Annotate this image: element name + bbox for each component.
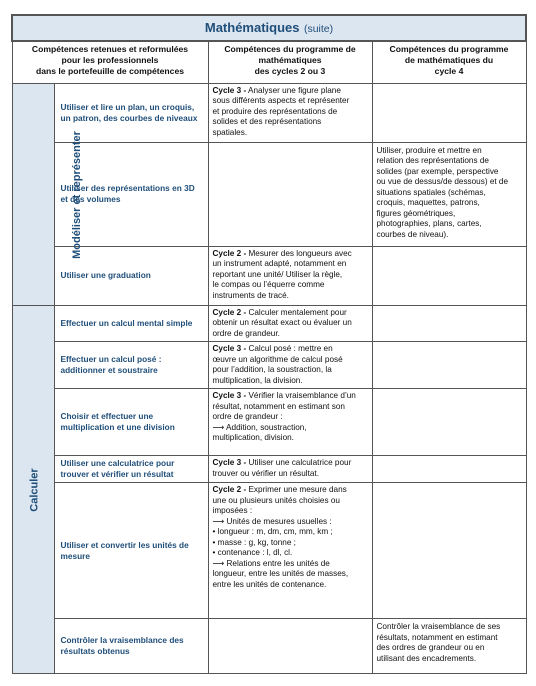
program-text-line: multiplication, la division. [212,375,303,385]
program-text-line: ⟶ Relations entre les unités de [212,558,330,568]
cycle4-text-line: ou vue de dessus/de dessous) et de [376,177,509,186]
title-row [12,15,526,41]
program-text-line: œuvre un algorithme de calcul posé [212,354,343,364]
program-text-line: • contenance : l, dl, cl. [212,548,293,557]
competence-cell: Contrôler la vraisemblance des résultats obtenus [54,619,208,674]
table-row [12,342,526,389]
table-title [12,15,526,41]
program-text-line: reportant une unité/ Utiliser la règle, [212,269,343,279]
competence-cell: Utiliser une calculatrice pour trouver et vérifier un résultat [54,456,208,483]
program-cycle4-cell [372,305,526,342]
program-text-line: multiplication, division. [212,433,294,442]
program-cycle-cell [208,483,372,619]
table-row [12,483,526,619]
program-text-line: longueur, entre les unités de masses, [212,569,349,578]
competence-cell: Utiliser et convertir les unités de mesure [54,483,208,619]
competence-cell: Choisir et effectuer une multiplication et une division [54,389,208,456]
section-label-modeliser: Modéliser et représenter [12,83,54,305]
program-text-line: trouver ou vérifier un résultat. [212,468,319,478]
cycle4-text-line: relation des représentations de [376,156,489,165]
cycle-tag: Cycle 3 - [212,391,247,400]
header-cycles-2-3: Compétences du programme de mathématiques des cycles 2 ou 3 [208,41,372,83]
program-text-line: Vérifier la vraisemblance d’un [248,391,356,400]
competence-cell: Utiliser une graduation [54,246,208,305]
cycle4-text-line: courbes de niveau). [376,229,449,239]
table-row [12,456,526,483]
program-text-line: ⟶ Addition, soustraction, [212,422,307,432]
competence-cell: Effectuer un calcul posé : additionner et soustraire [54,342,208,389]
title-main: Mathématiques [204,20,300,35]
table-row [12,142,526,246]
cycle-tag: Cycle 2 - [212,485,247,494]
cycle-tag: Cycle 3 - [212,458,247,467]
program-text-line: Calcul posé : mettre en [248,344,333,353]
program-cycle4-cell [372,246,526,305]
competence-cell: Utiliser et lire un plan, un croquis, un patron, des courbes de niveaux [54,83,208,142]
program-text-line: Utiliser une calculatrice pour [248,458,352,467]
cycle4-text-line: situations spatiales (schémas, [376,187,486,197]
cycle4-text-line: croquis, maquettes, patrons, [376,198,480,207]
program-text-line: et produire des représentations de [212,106,338,116]
header-competences-retenues: Compétences retenues et reformulées pour les professionnels dans le portefeuille de compétences [12,41,208,83]
cycle4-text-line: utilisant des encadrements. [376,653,477,663]
program-text-line: ordre de grandeur. [212,328,280,338]
program-text-line: ordre de grandeur : [212,412,283,421]
program-text-line: Calculer mentalement pour [248,307,347,317]
program-cycle-cell [208,83,372,142]
program-text-line: un instrument adapté, notamment en [212,259,347,268]
program-cycle4-cell [372,389,526,456]
section-label-calculer: Calculer [12,305,54,674]
program-cycle4-cell [372,483,526,619]
program-cycle4-cell [372,142,526,246]
competence-cell: Effectuer un calcul mental simple [54,305,208,342]
program-cycle4-cell [372,456,526,483]
program-text-line: instruments de tracé. [212,290,289,300]
program-text-line: solides et des représentations [212,117,322,126]
header-row [12,41,526,83]
program-cycle-cell [208,142,372,246]
program-cycle4-cell [372,619,526,674]
title-sub: (suite) [303,23,334,35]
table-row [12,305,526,342]
table-row [12,389,526,456]
cycle4-text-line: Utiliser, produire et mettre en [376,145,482,155]
cycle4-text-line: des ordres de grandeur ou en [376,643,485,652]
program-cycle-cell [208,305,372,342]
program-cycle4-cell [372,342,526,389]
program-cycle-cell [208,246,372,305]
program-text-line: • longueur : m, dm, cm, mm, km ; [212,527,333,536]
program-text-line: pour l’addition, la soustraction, la [212,365,332,374]
competence-table-page [11,14,525,676]
program-text-line: ⟶ Unités de mesures usuelles : [212,516,332,526]
program-text-line: résultat, notamment en estimant son [212,401,345,411]
program-text-line: imposées : [212,506,253,515]
program-text-line: Mesurer des longueurs avec [248,248,352,258]
table-row [12,246,526,305]
cycle4-text-line: figures géométriques, [376,208,456,218]
cycle-tag: Cycle 2 - [212,307,247,317]
program-text-line: entre les unités de contenance. [212,579,327,589]
cycle4-text-line: résultats, notamment en estimant [376,632,498,642]
program-text-line: spatiales. [212,127,248,137]
cycle-tag: Cycle 3 - [212,85,247,95]
program-text-line: Exprimer une mesure dans [248,485,347,494]
program-text-line: • masse : g, kg, tonne ; [212,537,296,547]
cycle4-text-line: photographies, plans, cartes, [376,219,482,228]
table-row [12,619,526,674]
competence-cell: Utiliser des représentations en 3D et des volumes [54,142,208,246]
program-cycle-cell [208,456,372,483]
cycle-tag: Cycle 2 - [212,248,247,258]
competence-table [11,14,527,674]
program-cycle4-cell [372,83,526,142]
program-text-line: sous différents aspects et représenter [212,96,350,105]
program-text-line: obtenir un résultat exact ou évaluer un [212,318,352,327]
table-row [12,83,526,142]
program-cycle-cell [208,619,372,674]
cycle4-text-line: Contrôler la vraisemblance de ses [376,622,501,631]
program-text-line: le compas ou l’équerre comme [212,280,325,289]
program-text-line: Analyser une figure plane [248,85,341,95]
program-cycle-cell [208,389,372,456]
cycle-tag: Cycle 3 - [212,344,247,353]
header-cycle-4: Compétences du programme de mathématiques du cycle 4 [372,41,526,83]
program-text-line: une ou plusieurs unités choisies ou [212,495,340,505]
cycle4-text-line: solides (par exemple, perspective [376,166,499,176]
program-cycle-cell [208,342,372,389]
